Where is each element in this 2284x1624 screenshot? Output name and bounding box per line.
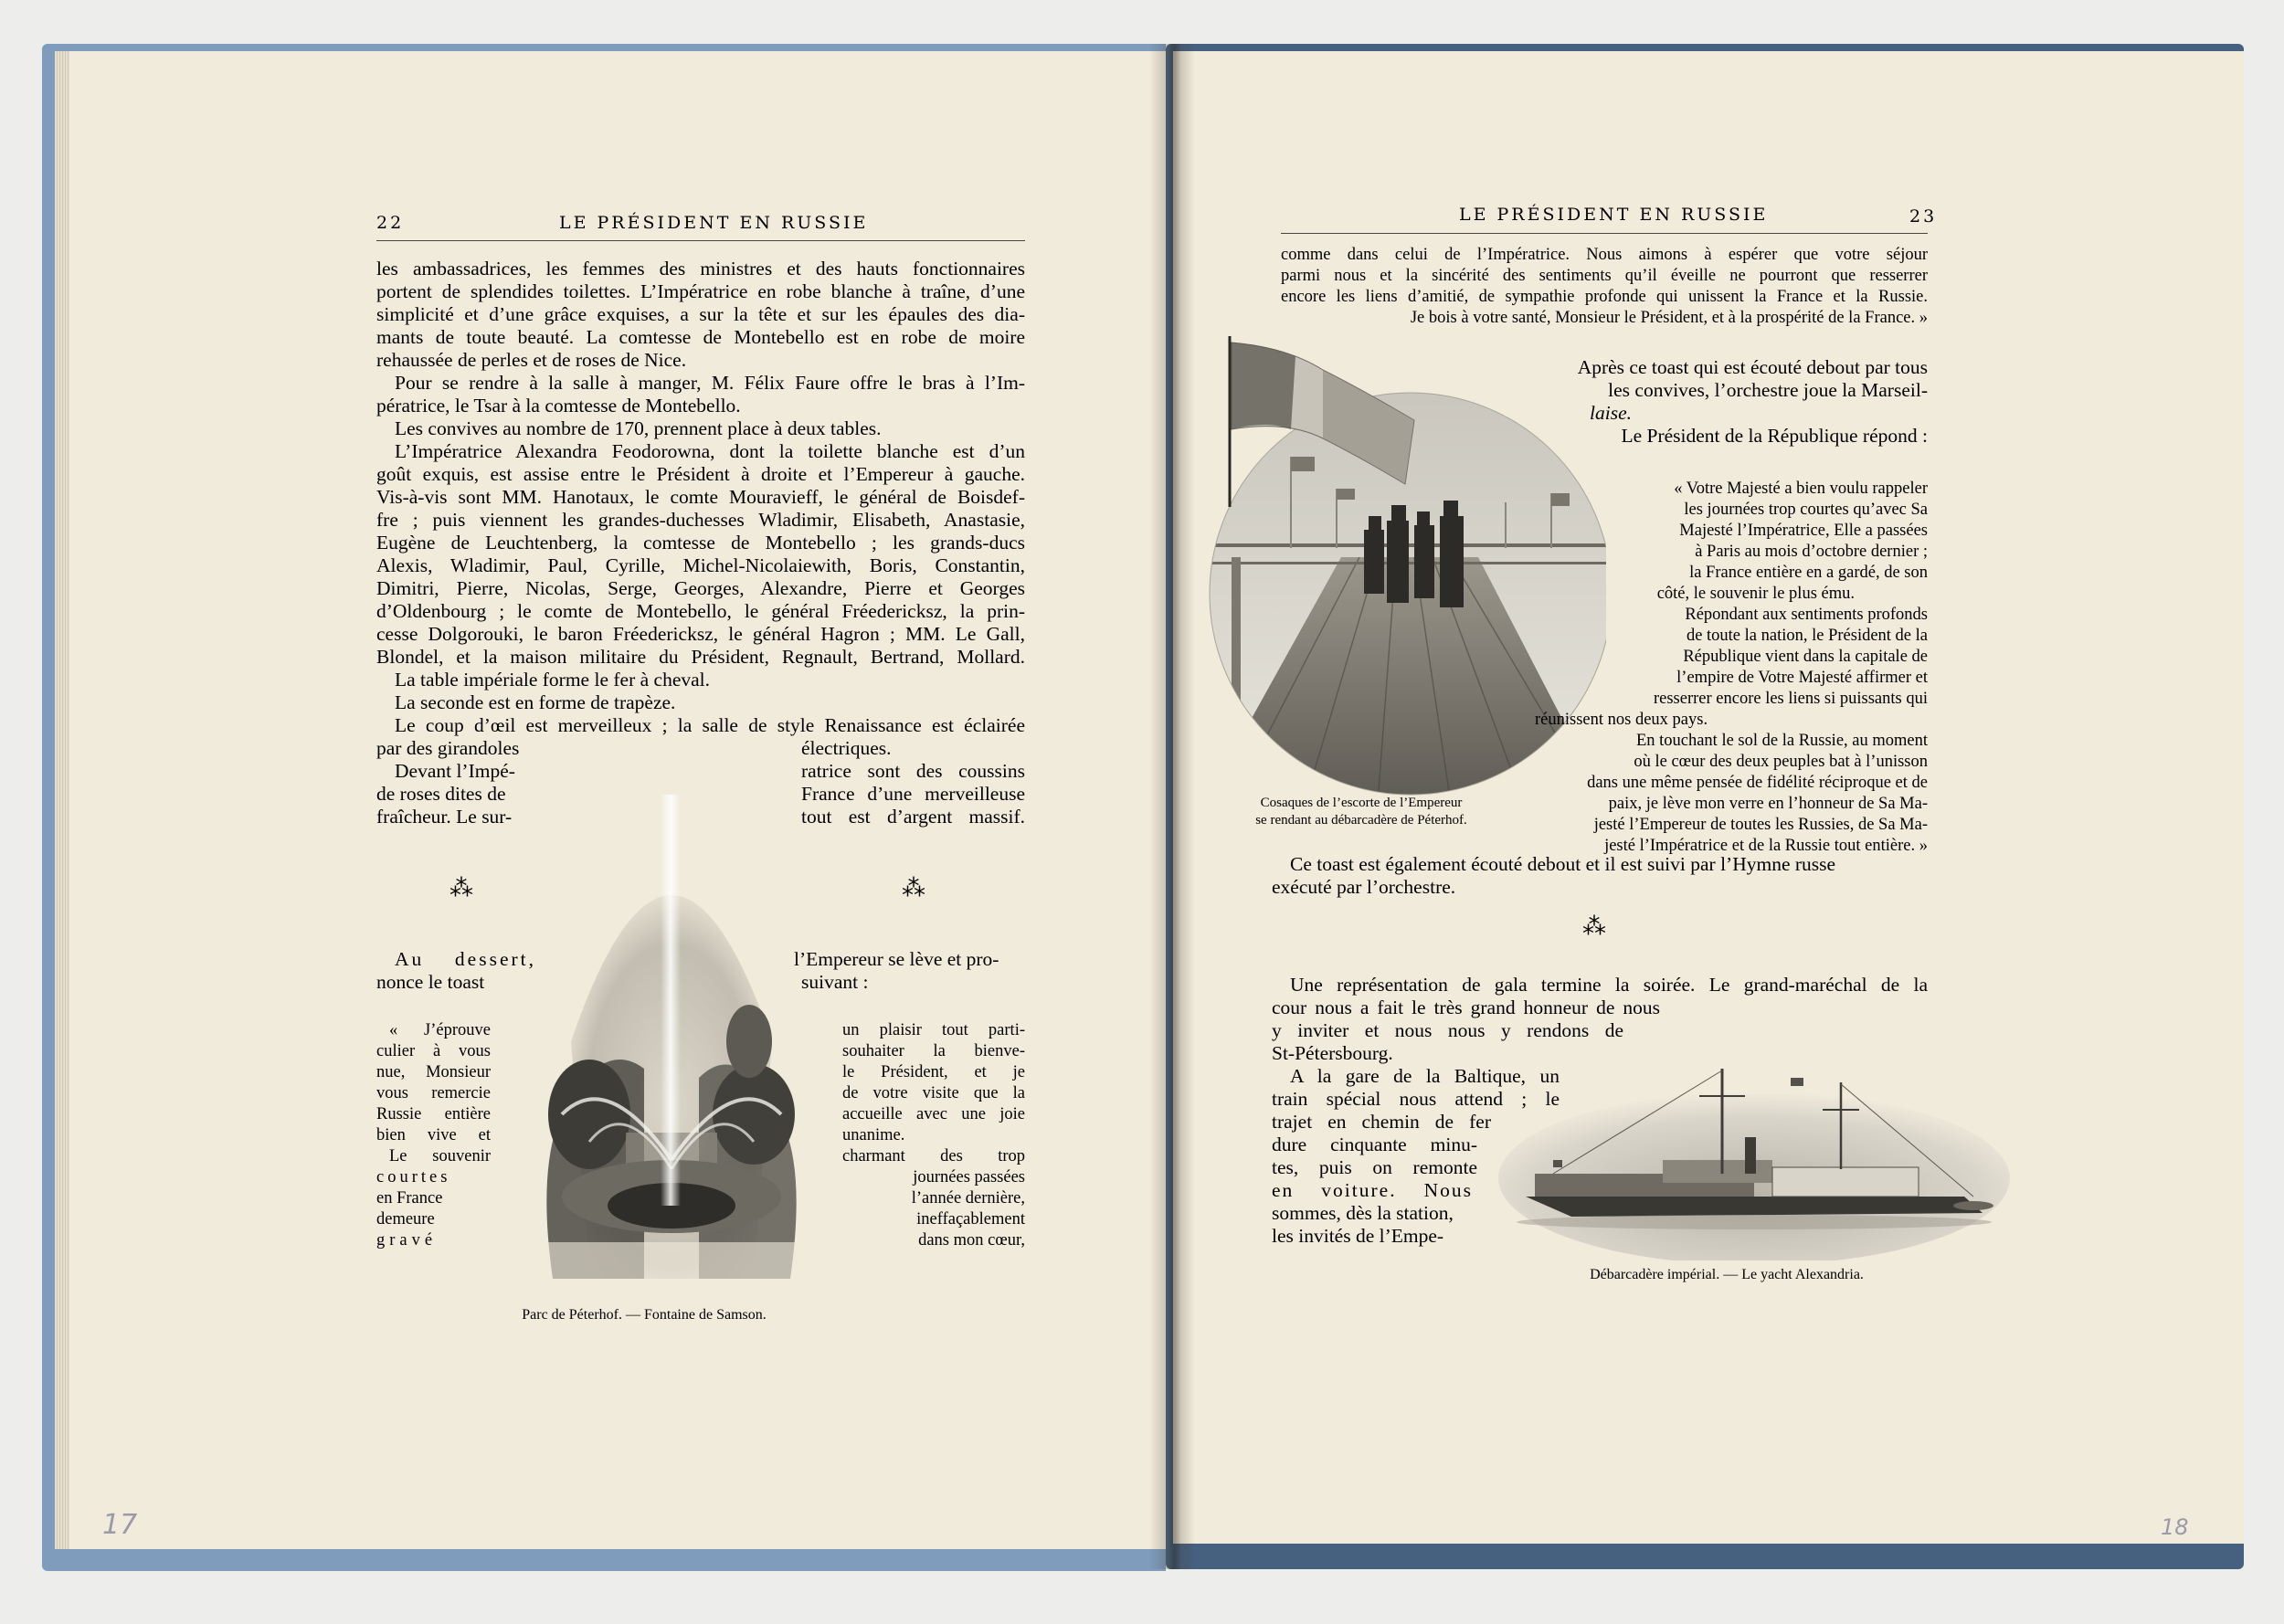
body-line: Vis-à-vis sont MM. Hanotaux, le comte Mouravieff, le général de Boisdef- bbox=[376, 486, 1025, 508]
split-line: électriques. bbox=[801, 737, 892, 759]
baltic-line: en voiture. Nous bbox=[1272, 1179, 1473, 1201]
baltic-line: train spécial nous attend ; le bbox=[1272, 1088, 1560, 1110]
reply-line: « Votre Majesté a bien voulu rappeler bbox=[1674, 480, 1928, 498]
yacht-caption: Débarcadère impérial. — Le yacht Alexandria. bbox=[1590, 1267, 1864, 1282]
toast-line: culier à vous bbox=[376, 1042, 491, 1060]
asterism-left-1: ⁂ bbox=[449, 875, 473, 902]
reply-line: à Paris au mois d’octobre dernier ; bbox=[1695, 543, 1928, 561]
body-line: Le coup d’œil est merveilleux ; la salle de style Renaissance est éclairée bbox=[395, 714, 1025, 736]
toast-line: charmant des trop bbox=[842, 1147, 1025, 1165]
pencil-folio-right: 18 bbox=[2161, 1514, 2189, 1540]
toast-repeat bbox=[1272, 853, 1928, 899]
toast-line: vous remercie bbox=[376, 1084, 491, 1102]
body-line: Les convives au nombre de 170, prennent place à deux tables. bbox=[395, 417, 882, 439]
pencil-folio-left: 17 bbox=[102, 1509, 138, 1541]
baltic-line: A la gare de la Baltique, un bbox=[1290, 1065, 1560, 1087]
reply-line: paix, je lève mon verre en l’honneur de Sa Ma- bbox=[1608, 795, 1928, 813]
reply-line: Majesté l’Impératrice, Elle a passées bbox=[1679, 522, 1928, 540]
reply-line: de toute la nation, le Président de la bbox=[1686, 627, 1928, 645]
baltic-line: trajet en chemin de fer bbox=[1272, 1111, 1491, 1133]
body-line: La seconde est en forme de trapèze. bbox=[395, 691, 676, 713]
toast-line: unanime. bbox=[842, 1126, 905, 1144]
after-toast-line: les convives, l’orchestre joue la Marseil- bbox=[1608, 379, 1928, 401]
body-line: Eugène de Leuchtenberg, la comtesse de Montebello ; les grands-ducs bbox=[376, 532, 1025, 554]
split-line: France d’une merveilleuse bbox=[801, 783, 1025, 805]
body-line: portent de splendides toilettes. L’Impératrice en robe blanche à traîne, d’une bbox=[376, 280, 1025, 302]
split-text-left bbox=[376, 737, 559, 828]
reply-line: En touchant le sol de la Russie, au moment bbox=[1635, 732, 1928, 750]
body-line: La table impériale forme le fer à cheval. bbox=[395, 669, 710, 691]
body-line: mants de toute beauté. La comtesse de Montebello est en robe de moire bbox=[376, 326, 1025, 348]
dessert-line: suivant : bbox=[801, 971, 869, 993]
asterism-right: ⁂ bbox=[1582, 913, 1606, 940]
split-line: par des girandoles bbox=[376, 737, 520, 759]
left-body bbox=[376, 258, 1025, 737]
quote-top bbox=[1281, 245, 1928, 329]
toast-line: Le souvenir bbox=[389, 1147, 491, 1165]
gala-line: cour nous a fait le très grand honneur de nous bbox=[1272, 997, 1660, 1018]
baltic-line: les invités de l’Empe- bbox=[1272, 1225, 1444, 1247]
after-toast-line: laise. bbox=[1590, 402, 1632, 424]
president-replies: Le Président de la République répond : bbox=[1621, 425, 1928, 447]
body-line: goût exquis, est assise entre le Président à droite et l’Empereur à gauche. bbox=[376, 463, 1025, 485]
reply-line: les journées trop courtes qu’avec Sa bbox=[1684, 501, 1928, 519]
dessert-line: Au dessert, bbox=[395, 948, 536, 970]
page-edges bbox=[55, 51, 69, 1549]
reply-line: l’empire de Votre Majesté affirmer et bbox=[1676, 669, 1928, 687]
split-line: tout est d’argent massif. bbox=[801, 806, 1025, 828]
toast-line: un plaisir tout parti- bbox=[842, 1021, 1025, 1039]
reply-line: dans une même pensée de fidélité réciproque et de bbox=[1587, 774, 1928, 792]
split-line: de roses dites de bbox=[376, 783, 506, 805]
quote-line: comme dans celui de l’Impératrice. Nous aimons à espérer que votre séjour bbox=[1281, 246, 1928, 264]
baltic-line: tes, puis on remonte bbox=[1272, 1156, 1477, 1178]
split-line: fraîcheur. Le sur- bbox=[376, 806, 513, 828]
after-toast-line: Après ce toast qui est écouté debout par tous bbox=[1577, 356, 1928, 378]
toast-line: souhaiter la bienve- bbox=[842, 1042, 1025, 1060]
toast-line: en France bbox=[376, 1189, 443, 1207]
split-line: Devant l’Impé- bbox=[395, 760, 515, 782]
split-line: ratrice sont des coussins bbox=[801, 760, 1025, 782]
toast-line: demeure bbox=[376, 1210, 435, 1229]
left-running-head: LE PRÉSIDENT EN RUSSIE bbox=[559, 213, 869, 233]
gala-line: Une représentation de gala termine la soirée. Le grand-maréchal de la bbox=[1290, 974, 1928, 996]
body-line: L’Impératrice Alexandra Feodorowna, dont la toilette blanche est d’un bbox=[395, 440, 1025, 462]
toast-line: l’année dernière, bbox=[911, 1189, 1025, 1207]
cossack-caption bbox=[1211, 795, 1512, 829]
toast-line: « J’éprouve bbox=[389, 1021, 491, 1039]
body-line: Pour se rendre à la salle à manger, M. Félix Faure offre le bras à l’Im- bbox=[395, 372, 1025, 394]
reply-quote-continued bbox=[1526, 731, 1928, 857]
body-line: Alexis, Wladimir, Paul, Cyrille, Michel-Nicolaiewith, Boris, Constantin, bbox=[376, 554, 1025, 576]
fountain-illustration bbox=[534, 767, 809, 1279]
reply-line: où le cœur des deux peuples bat à l’unisson bbox=[1634, 753, 1928, 771]
toast-line: nue, Monsieur bbox=[376, 1063, 491, 1081]
body-line: cesse Dolgorouki, le baron Fréedericksz, le général Hagron ; MM. Le Gall, bbox=[376, 623, 1025, 645]
after-toast bbox=[1507, 356, 1928, 448]
gala-line: y inviter et nous nous y rendons de bbox=[1272, 1019, 1623, 1041]
quote-line: parmi nous et la sincérité des sentiments qu’il éveille ne pourront que resserrer bbox=[1281, 267, 1928, 285]
baltic-line: dure cinquante minu- bbox=[1272, 1134, 1477, 1155]
fountain-caption: Parc de Péterhof. — Fontaine de Samson. bbox=[522, 1307, 767, 1323]
dessert-line: nonce le toast bbox=[376, 971, 485, 993]
toast-repeat-line: exécuté par l’orchestre. bbox=[1272, 876, 1456, 898]
asterism-left-2: ⁂ bbox=[902, 875, 925, 902]
gala-paragraph bbox=[1272, 974, 1928, 1065]
reply-line: côté, le souvenir le plus ému. bbox=[1656, 585, 1855, 603]
body-line: rehaussée de perles et de roses de Nice. bbox=[376, 349, 687, 371]
right-page-number: 23 bbox=[1909, 206, 1938, 227]
quote-line: Je bois à votre santé, Monsieur le Président, et à la prospérité de la France. » bbox=[1410, 309, 1928, 327]
toast-right bbox=[842, 1020, 1025, 1251]
toast-line: ineffaçablement bbox=[916, 1210, 1025, 1229]
toast-line: dans mon cœur, bbox=[918, 1231, 1025, 1250]
toast-line: accueille avec une joie bbox=[842, 1105, 1025, 1123]
body-line: fre ; puis viennent les grandes-duchesses Wladimir, Elisabeth, Anastasie, bbox=[376, 509, 1025, 531]
right-header-rule bbox=[1281, 233, 1928, 234]
dessert-left bbox=[376, 948, 536, 994]
book-gutter bbox=[1149, 44, 1195, 1569]
toast-line: le Président, et je bbox=[842, 1063, 1025, 1081]
reply-quote bbox=[1535, 479, 1928, 731]
reply-line: la France entière en a gardé, de son bbox=[1689, 564, 1928, 582]
body-line: d’Oldenbourg ; le comte de Montebello, le général Fréedericksz, la prin- bbox=[376, 600, 1025, 622]
split-text-right bbox=[801, 737, 1025, 828]
toast-repeat-line: Ce toast est également écouté debout et il est suivi par l’Hymne russe bbox=[1290, 853, 1836, 875]
body-line: les ambassadrices, les femmes des ministres et des hauts fonctionnaires bbox=[376, 258, 1025, 279]
caption-line: Cosaques de l’escorte de l’Empereur bbox=[1260, 796, 1463, 810]
toast-line: courtes bbox=[376, 1168, 451, 1186]
reply-line: resserrer encore les liens si puissants qui bbox=[1653, 690, 1928, 708]
right-running-head: LE PRÉSIDENT EN RUSSIE bbox=[1459, 205, 1769, 225]
toast-line: de votre visite que la bbox=[842, 1084, 1025, 1102]
body-line: simplicité et d’une grâce exquises, a sur la tête et sur les épaules des dia- bbox=[376, 303, 1025, 325]
caption-line: se rendant au débarcadère de Péterhof. bbox=[1255, 813, 1467, 828]
reply-line: jesté l’Empereur de toutes les Russies, de Sa Ma- bbox=[1593, 816, 1928, 834]
toast-line: gravé bbox=[376, 1231, 438, 1250]
body-line: pératrice, le Tsar à la comtesse de Montebello. bbox=[376, 395, 741, 417]
toast-line: journées passées bbox=[913, 1168, 1025, 1186]
reply-line: République vient dans la capitale de bbox=[1683, 648, 1928, 666]
dessert-right bbox=[794, 948, 1025, 994]
left-page-number: 22 bbox=[376, 213, 405, 233]
body-line: Blondel, et la maison militaire du Président, Regnault, Bertrand, Mollard. bbox=[376, 646, 1025, 668]
left-header-rule bbox=[376, 240, 1025, 241]
toast-left bbox=[376, 1020, 491, 1251]
dessert-line: l’Empereur se lève et pro- bbox=[794, 948, 999, 970]
baltic-line: sommes, dès la station, bbox=[1272, 1202, 1454, 1224]
reply-line: jesté l’Impératrice et de la Russie tout entière. » bbox=[1604, 837, 1928, 855]
reply-line: réunissent nos deux pays. bbox=[1535, 711, 1708, 729]
yacht-photograph bbox=[1498, 1060, 2010, 1260]
toast-line: Russie entière bbox=[376, 1105, 491, 1123]
gala-line: St-Pétersbourg. bbox=[1272, 1042, 1393, 1064]
body-line: Dimitri, Pierre, Nicolas, Serge, Georges, Alexandre, Pierre et Georges bbox=[376, 577, 1025, 599]
quote-line: encore les liens d’amitié, de sympathie profonde qui unissent la France et la Russie. bbox=[1281, 288, 1928, 306]
toast-line: bien vive et bbox=[376, 1126, 491, 1144]
reply-line: Répondant aux sentiments profonds bbox=[1685, 606, 1928, 624]
